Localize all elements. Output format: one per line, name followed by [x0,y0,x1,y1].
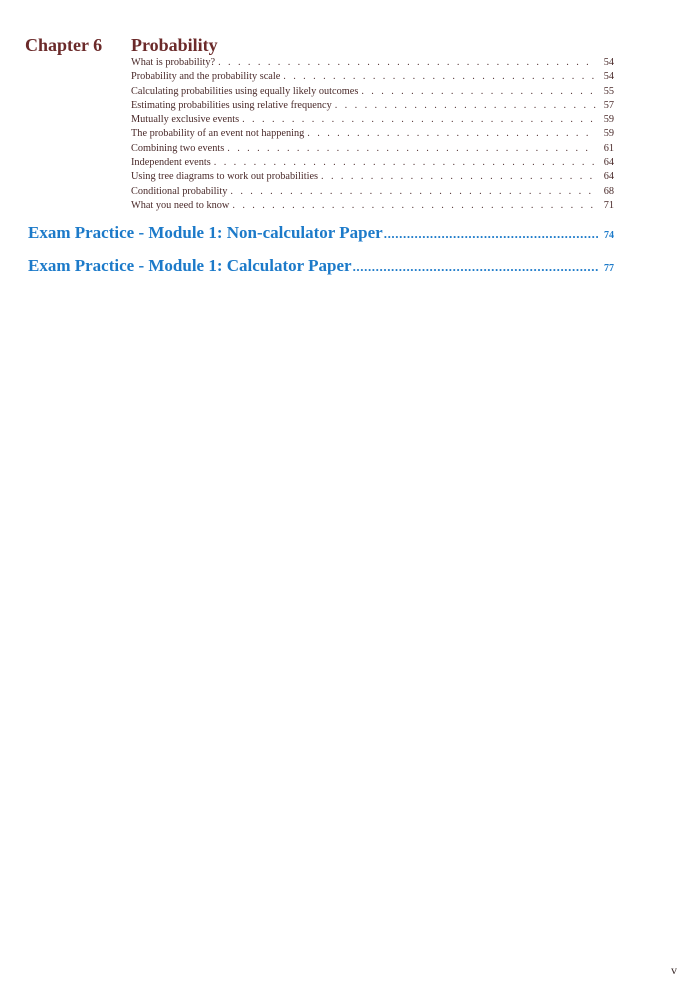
dot-leader [321,170,596,184]
chapter-label: Chapter 6 [25,35,103,55]
toc-entry-title: Conditional probability [131,185,228,197]
toc-entry-title: Independent events [131,157,211,169]
exam-practice-title: Exam Practice - Module 1: Non-calculator Paper [28,223,383,242]
toc-entry-title: Probability and the probability scale [131,71,281,83]
toc-entry-title: Estimating probabilities using relative frequency [131,99,332,111]
exam-practice-page: 74 [604,230,614,241]
dot-leader [335,99,596,113]
toc-entry-page: 64 [603,171,614,183]
toc-entry-page: 54 [603,71,614,83]
toc-entry[interactable] [131,185,614,199]
toc-entry[interactable] [131,56,614,70]
toc-entry[interactable] [131,99,614,113]
toc-entry-page: 64 [603,157,614,169]
dot-leader [232,199,596,213]
toc-entry[interactable] [131,113,614,127]
toc-list [131,56,614,213]
toc-entry[interactable] [131,170,614,184]
toc-entry-title: Using tree diagrams to work out probabilities [131,171,319,183]
toc-entry-page: 59 [603,128,614,140]
exam-practice-calculator[interactable] [28,256,614,276]
toc-entry[interactable] [131,127,614,141]
dot-leader [218,56,596,70]
dot-leader [214,156,596,170]
toc-entry-title: Combining two events [131,142,225,154]
toc-entry[interactable] [131,70,614,84]
toc-entry-page: 54 [603,57,614,68]
toc-entry[interactable] [131,142,614,156]
toc-entry-page: 57 [603,99,614,111]
chapter-heading [25,35,625,57]
dot-leader [361,85,596,99]
exam-practice-non-calculator[interactable] [28,223,614,243]
dot-leader [227,142,596,156]
toc-entry[interactable] [131,156,614,170]
dot-leader [242,113,596,127]
toc-entry[interactable] [131,85,614,99]
toc-entry-title: Mutually exclusive events [131,114,240,126]
dot-leader [384,226,598,242]
dot-leader [307,127,596,141]
exam-practice-page: 77 [604,263,614,274]
dot-leader [283,70,596,84]
toc-entry-page: 59 [603,114,614,126]
dot-leader [353,259,598,275]
toc-entry-page: 61 [603,142,614,154]
chapter-title: Probability [131,35,218,55]
page-folio: v [671,963,677,977]
toc-entry-title: The probability of an event not happening [131,128,305,140]
toc-entry-title: Calculating probabilities using equally likely outcomes [131,85,359,97]
toc-entry-page: 55 [603,85,614,97]
dot-leader [230,185,596,199]
toc-entry-title: What is probability? [131,57,216,68]
toc-entry-page: 71 [603,199,614,211]
toc-entry-title: What you need to know [131,199,230,211]
toc-entry-page: 68 [603,185,614,197]
exam-practice-title: Exam Practice - Module 1: Calculator Paper [28,256,352,275]
toc-entry[interactable] [131,199,614,213]
